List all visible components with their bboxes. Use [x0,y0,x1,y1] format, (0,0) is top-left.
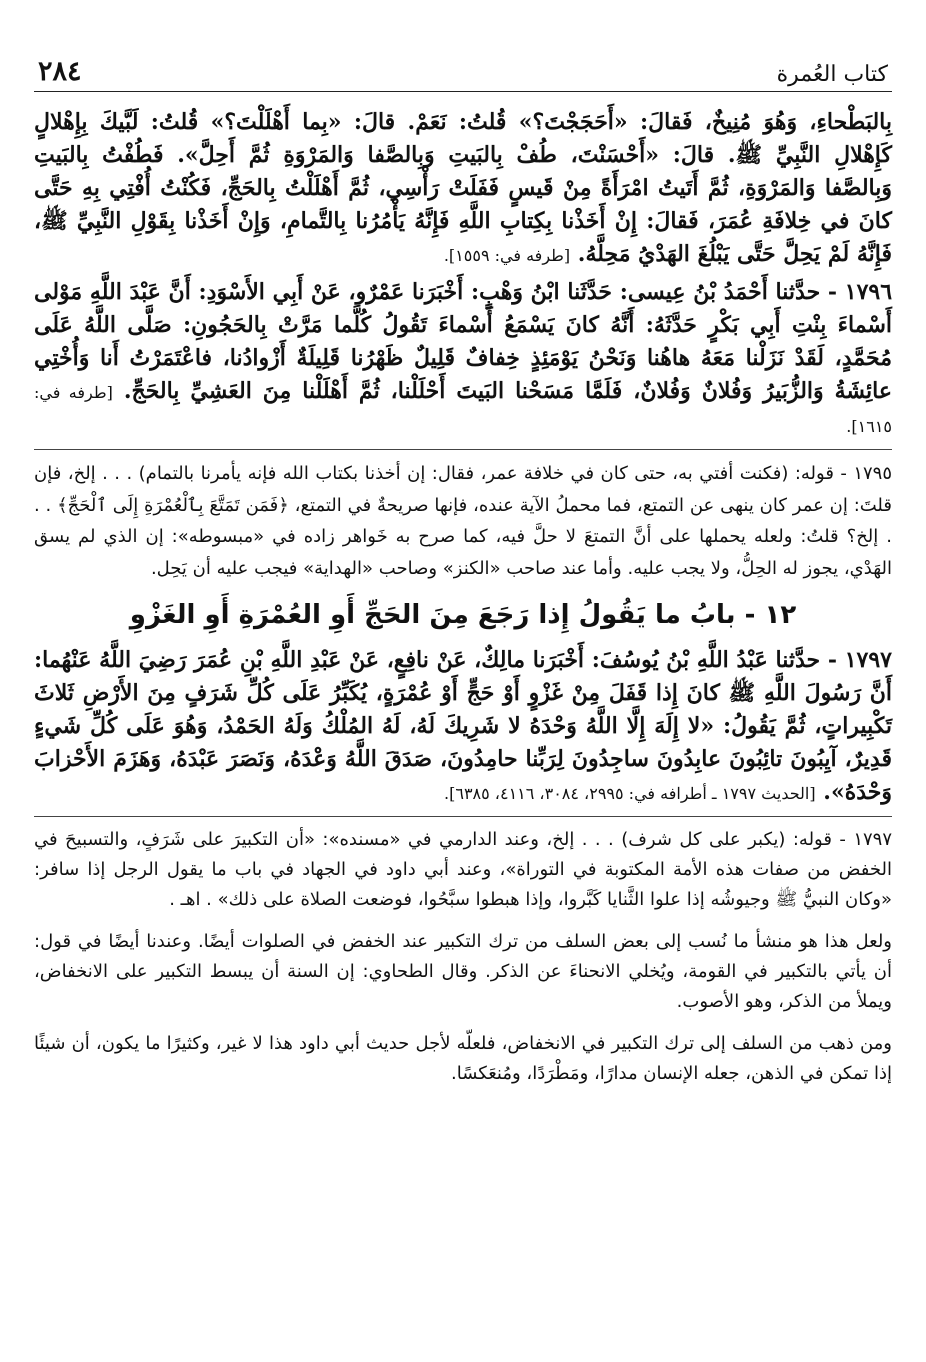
hadith-1796-text: ١٧٩٦ - حدَّثنا أَحْمَدُ بْنُ عِيسى: حَدَّثَنا ابْنُ وَهْبٍ: أَخْبَرَنا عَمْرٌو، عَنْ أَبِي الأَسْوَدِ: أَنَّ عَبْدَ اللَّهِ مَوْلى أَسْماءَ بِنْتِ أَبِي بَكْرٍ حَدَّثَهُ: أَنَّهُ كانَ يَسْمَعُ أَسْماءَ تَقُولُ كُلَّما مَرَّتْ بِالحَجُونِ: صَلَّى اللَّهُ عَلَى مُحَمَّدٍ، لَقَدْ نَزَلْنا مَعَهُ هاهُنا وَنَحْنُ يَوْمَئِذٍ خِفافٌ قَلِيلٌ ظَهْرُنا قَلِيلَةٌ أَزْوادُنا، فاعْتَمَرْتُ أَنا وَأُخْتِي عائِشَةُ وَالزُّبَيرُ وَفُلانٌ وَفُلانٌ، فَلَمَّا مَسَحْنا البَيتَ أَحْلَلْنا، ثُمَّ أَهْلَلْنا مِنَ العَشِيِّ بِالحَجِّ. [34,279,893,404]
section-divider [34,449,892,450]
book-page [34,52,892,1091]
commentary-paragraph-3: ومن ذهب من السلف إلى ترك التكبير في الانخفاض، فلعلّه لأجل حديث أبي داود هذا لا غير، وكثيرًا ما يكون، أن شيئًا إذا تمكن في الذهن، جعله الإنسان مدارًا، ومَطْرَدًا، ومُنعَكسًا. [34,1033,892,1084]
hadith-1796 [34,276,892,443]
commentary-1795: ١٧٩٥ - قوله: (فكنت أفتي به، حتى كان في خلافة عمر، فقال: إن أخذنا بكتاب الله فإنه يأمرنا بالتمام) . . . إلخ، فإن قلتَ: إن عمر كان ينهى عن التمتع، فما محملُ الآية عنده، فإنها صريحةٌ في التمتع، ﴿فَمَن تَمَتَّعَ بِٱلْعُمْرَةِ إِلَى ٱلْحَجِّ﴾ . . . إلخ؟ قلتُ: ولعله يحملها على أنَّ التمتعَ لا حلَّ فيه، كما صرح به خَواهر زاده في «مبسوطه»: إن الذي لم يسق الهَدْي، يجوز له الحِلُّ، ولا يجب عليه. وأما عند صاحب «الكنز» وصاحب «الهداية» فيجب عليه أن يَحِل. [34,463,892,579]
running-title: كتاب العُمرة [776,62,888,87]
commentary-block-1 [34,458,892,584]
hadith-continuation-text: بِالبَطْحاءِ، وَهُوَ مُنِيخٌ، فَقالَ: «أَحَجَجْتَ؟» قُلتُ: نَعَمْ. قالَ: «بِما أَهْلَلْتَ؟» قُلتُ: لَبَّيكَ بِإِهْلالٍ كَإِهْلالِ النَّبِيِّ ﷺ. قالَ: «أَحْسَنْتَ، طُفْ بِالبَيتِ وَبِالصَّفا وَالمَرْوَةِ ثُمَّ أَحِلَّ». فَطُفْتُ بِالبَيتِ وَبِالصَّفا وَالمَرْوَةِ، ثُمَّ أَتَيتُ امْرَأَةً مِنْ قَيسٍ فَفَلَتْ رَأْسِي، ثُمَّ أَهْلَلْتُ بِالحَجِّ، فَكُنْتُ أُفْتِي بِهِ حَتَّى كانَ في خِلافَةِ عُمَرَ، فَقالَ: إِنْ أَخَذْنا بِكِتابِ اللَّهِ فَإِنَّهُ يَأْمُرُنا بِالتَّمامِ، وَإِنْ أَخَذْنا بِقَوْلِ النَّبِيِّ ﷺ، فَإِنَّهُ لَمْ يَحِلَّ حَتَّى يَبْلُغَ الهَدْيُ مَحِلَّهُ. [34,109,892,267]
running-head [34,52,892,92]
page-number: ٢٨٤ [38,56,82,87]
hadith-1797-text: ١٧٩٧ - حدَّثنا عَبْدُ اللَّهِ بْنُ يُوسُفَ: أَخْبَرَنا مالِكٌ، عَنْ نافِعٍ، عَنْ عَبْدِ اللَّهِ بْنِ عُمَرَ رَضِيَ اللَّهُ عَنْهُما: أَنَّ رَسُولَ اللَّهِ ﷺ كانَ إِذا قَفَلَ مِنْ غَزْوٍ أَوْ حَجٍّ أَوْ عُمْرَةٍ، يُكَبِّرُ عَلَى كُلِّ شَرَفٍ مِنَ الأَرْضِ ثَلاثَ تَكْبِيراتٍ، ثُمَّ يَقُولُ: «لا إِلَهَ إِلَّا اللَّهُ وَحْدَهُ لا شَرِيكَ لَهُ، لَهُ المُلْكُ وَلَهُ الحَمْدُ، وَهُوَ عَلَى كُلِّ شَيءٍ قَدِيرٌ، آيِبُونَ تائِبُونَ عابِدُونَ ساجِدُونَ لِرَبِّنا حامِدُونَ، صَدَقَ اللَّهُ وَعْدَهُ، وَنَصَرَ عَبْدَهُ، وَهَزَمَ الأَحْزابَ وَحْدَهُ». [34,647,892,805]
hadith-1797 [34,644,892,810]
commentary-paragraph-2: ولعل هذا هو منشأ ما نُسب إلى بعض السلف من ترك التكبير عند الخفض في الصلوات أيضًا. وعندنا أيضًا في قول: أن يأتي بالتكبير في القومة، ويُخلي الانحناءَ عن الذكر. وقال الطحاوي: إن السنة أن يبسط التكبير على الانخفاض، ويملأ من الذكر، وهو الأصوب. [34,931,892,1012]
section-divider-2 [34,816,892,817]
hadith-1797-ref: [الحديث ١٧٩٧ ـ أطرافه في: ٢٩٩٥، ٣٠٨٤، ٤١١٦، ٦٣٨٥]. [444,784,816,803]
hadith-continuation [34,106,892,272]
hadith-text-block-1 [34,106,892,443]
hadith-continuation-ref: [طرفه في: ١٥٥٩]. [443,246,571,265]
chapter-heading: ١٢ - بابُ ما يَقُولُ إِذا رَجَعَ مِنَ الحَجِّ أَوِ العُمْرَةِ أَوِ الغَزْوِ [129,600,797,630]
paragraph-gap-2 [34,1019,892,1029]
hadith-1796-ref: [طرفه في: ١٦١٥]. [34,383,892,436]
commentary-1797: ١٧٩٧ - قوله: (يكبر على كل شرف) . . . إلخ، وعند الدارمي في «مسنده»: «أن التكبيرَ على شَرَفٍ، والتسبيحَ في الخفض من صفات هذه الأمة المكتوبة في التوراة»، وعند أبي داود في الجهاد في باب ما يقول الرجل إذا سافر: «وكان النبيُّ ﷺ وجيوشُه إذا علوا الثَّنايا كَبَّروا، وإذا هبطوا سبَّحُوا، فوضعت الصلاة على ذلك» . اهـ . [34,829,892,910]
commentary-block-2 [34,825,892,1089]
hadith-text-block-2 [34,644,892,810]
paragraph-gap [34,917,892,927]
